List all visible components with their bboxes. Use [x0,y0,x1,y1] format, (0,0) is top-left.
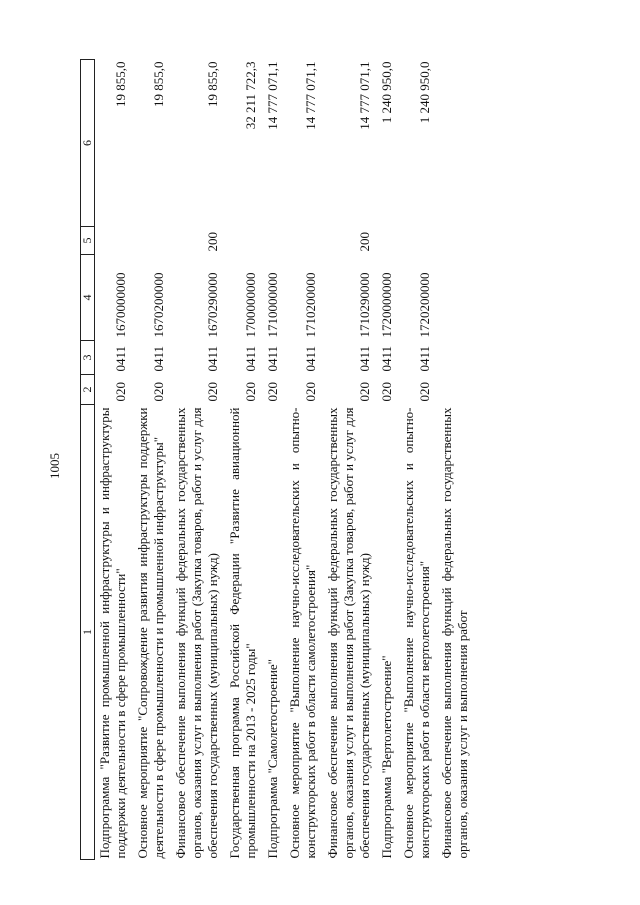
row-kind [225,227,263,255]
row-name: Подпрограмма "Развитие промышленной инфраструктуры и инфраструктуры поддержки деятельности в сфере промышленности" [97,407,128,859]
row-section [437,341,475,375]
row-amount: 14 777 071,1 [303,61,318,130]
row-name: Финансовое обеспечение выполнения функций федеральных государственных органов, оказания услуг и выполнения работ (Закупка товаров, работ и услуг для обеспечения государственных (муниципальных) нужд) [173,407,220,859]
row-name: Основное мероприятие "Сопровождение развития инфраструктуры поддержки деятельности в сфере промышленности и промышленной инфраструктуры" [135,407,166,859]
header-cell: 5 [81,227,95,255]
row-section: 0411 [379,345,394,372]
row-kind [263,227,285,255]
row-code: 020 [113,382,128,402]
row-name: Финансовое обеспечение выполнения функций федеральных государственных органов, оказания услуг и выполнения работ (Закупка товаров, работ и услуг для обеспечения государственных (муниципальных) нужд) [325,407,372,859]
row-target: 1700000000 [243,272,258,338]
table-row [225,60,263,860]
table-row [171,60,225,860]
row-section: 0411 [417,345,432,372]
rotated-page-content [80,60,620,860]
row-name: Государственная программа Российской Федерации "Развитие авиационной промышленности на 2013 - 2025 годы" [227,407,258,859]
row-target: 1710200000 [303,272,318,338]
row-name: Основное мероприятие "Выполнение научно-исследовательских и опытно-конструкторских работ в области вертолетостроения" [401,407,432,859]
row-section: 0411 [265,345,280,372]
row-name: Подпрограмма "Вертолетостроение" [379,655,394,859]
row-amount: 14 777 071,1 [357,61,372,130]
row-target: 1720200000 [417,272,432,338]
row-section: 0411 [205,345,220,372]
row-code: 020 [243,382,258,402]
row-target: 1710000000 [265,272,280,338]
row-amount: 19 855,0 [205,61,220,107]
row-amount [437,60,475,227]
row-kind [95,227,134,255]
table-row [323,60,377,860]
row-kind [377,227,399,255]
row-section: 0411 [113,345,128,372]
row-section: 0411 [243,345,258,372]
header-cell: 1 [81,405,95,860]
row-kind [399,227,437,255]
row-code: 020 [205,382,220,402]
row-amount: 19 855,0 [113,61,128,107]
row-amount: 32 211 722,3 [243,61,258,130]
row-section: 0411 [303,345,318,372]
row-code: 020 [357,382,372,402]
row-name: Подпрограмма "Самолетостроение" [265,659,280,859]
row-code: 020 [379,382,394,402]
row-code: 020 [151,382,166,402]
row-code: 020 [265,382,280,402]
row-name: Финансовое обеспечение выполнения функций федеральных государственных органов, оказания услуг и выполнения работ [439,407,470,859]
table-header-row [81,60,95,860]
header-cell: 6 [81,60,95,227]
row-amount: 14 777 071,1 [265,61,280,130]
row-amount: 1 240 950,0 [417,61,432,124]
table-row [399,60,437,860]
row-name: Основное мероприятие "Выполнение научно-исследовательских и опытно-конструкторских работ в области самолетостроения" [287,407,318,859]
row-code [437,375,475,405]
row-target: 1670290000 [205,272,220,338]
row-target: 1670000000 [113,272,128,338]
row-target: 1710290000 [357,272,372,338]
table-row [95,60,134,860]
row-amount: 1 240 950,0 [379,61,394,124]
row-section: 0411 [151,345,166,372]
row-kind [133,227,171,255]
page-number-text: 1005 [47,453,62,479]
table-row [377,60,399,860]
header-cell: 2 [81,375,95,405]
row-kind: 200 [205,232,220,252]
header-cell: 3 [81,341,95,375]
row-kind [285,227,323,255]
table-row [285,60,323,860]
page-number [48,446,62,486]
row-code: 020 [417,382,432,402]
row-section: 0411 [357,345,372,372]
row-kind: 200 [357,232,372,252]
row-target: 1720000000 [379,272,394,338]
row-code: 020 [303,382,318,402]
row-amount: 19 855,0 [151,61,166,107]
table-row [263,60,285,860]
row-kind [437,227,475,255]
row-target: 1670200000 [151,272,166,338]
table-row [133,60,171,860]
row-target [437,255,475,341]
budget-table [80,59,475,860]
header-cell: 4 [81,255,95,341]
table-row [437,60,475,860]
